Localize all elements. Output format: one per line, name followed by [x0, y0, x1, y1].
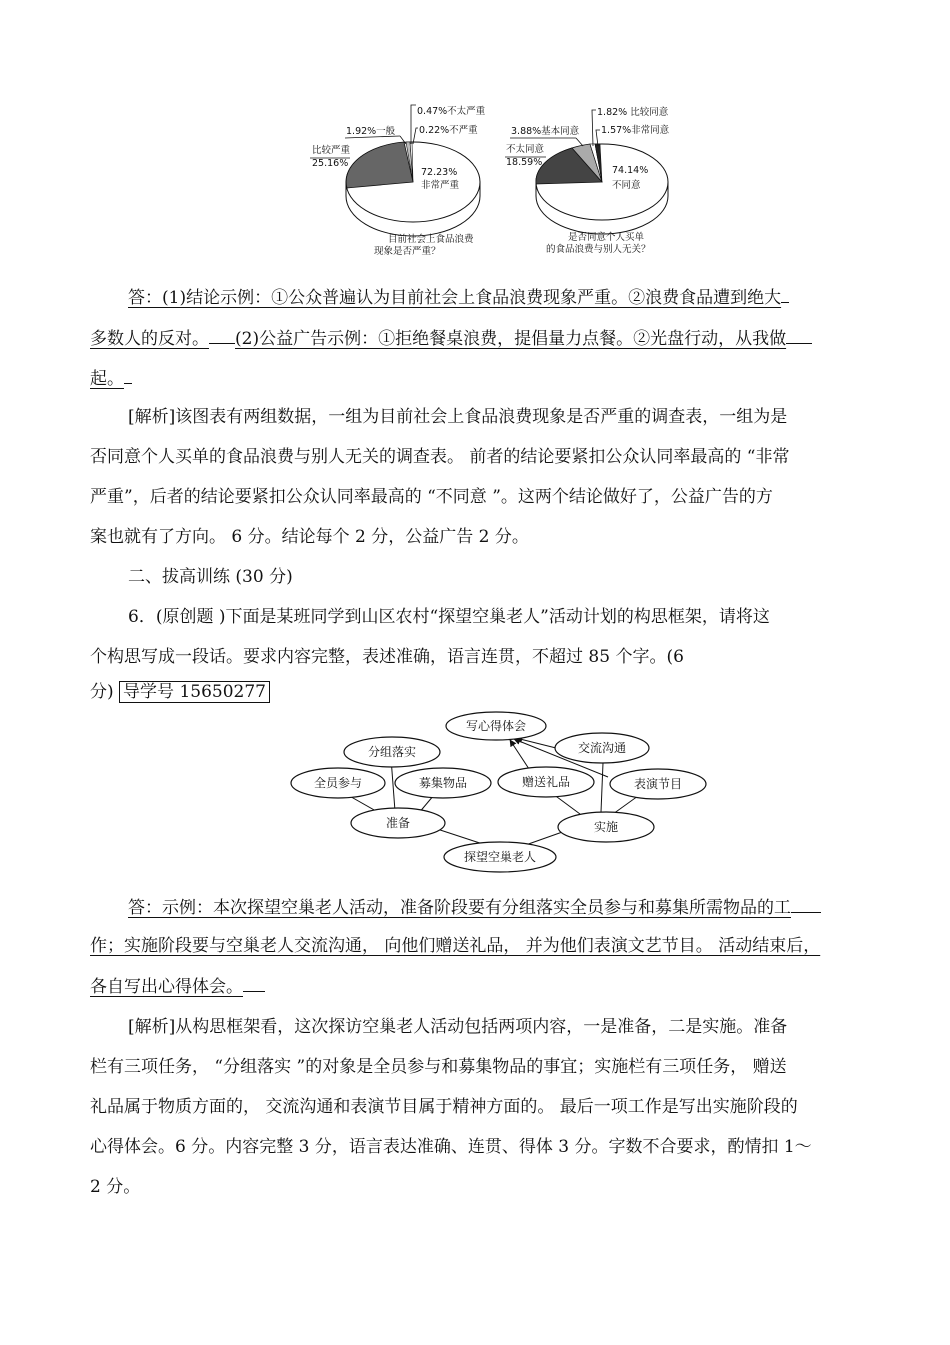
analysis2-line2: 栏有三项任务， “分组落实 ”的对象是全员参与和募集物品的事宜；实施栏有三项任务， 赠送 [90, 1057, 787, 1077]
node-zengsong [498, 767, 594, 797]
answer1-line1: 答：(1)结论示例：①公众普遍认为目前社会上食品浪费现象严重。②浪费食品遭到绝大 [128, 286, 789, 309]
pie1-caption-line2: 现象是否严重？ [374, 246, 441, 257]
node-zhunbei [351, 808, 445, 838]
node-jiaoliu-label: 交流沟通 [577, 741, 627, 755]
pie-chart-food-waste-severity [310, 105, 486, 257]
pie-charts-figure [300, 100, 700, 265]
node-tanwang [444, 842, 556, 872]
pie1-leader-a [411, 105, 416, 144]
node-biaoyan [610, 769, 706, 799]
pie2-label-d2: 18.59% [506, 157, 543, 168]
analysis2-line1: [解析]从构思框架看，这次探访空巢老人活动包括两项内容，一是准备，二是实施。准备 [128, 1017, 788, 1037]
answer1-line3: 起。 [90, 367, 132, 390]
link-shishi-biaoyan [613, 796, 638, 814]
pie2-caption-line2: 的食品浪费与别人无关？ [546, 244, 651, 255]
pie1-label-a: 0.47%不太严重 [417, 106, 486, 117]
q6-line3: 分) 导学号 15650277 [90, 681, 270, 703]
pie1-slice-bijiao [346, 142, 413, 188]
node-xinde [446, 712, 546, 740]
pie2-label-a: 1.82% 比较同意 [597, 107, 669, 118]
pie1-label-e2: 非常严重 [421, 180, 460, 191]
node-muji-label: 募集物品 [418, 776, 468, 790]
node-fenzu [344, 737, 440, 767]
pie2-caption-line1: 是否同意个人买单 [568, 232, 645, 243]
pie1-label-d1: 比较严重 [312, 145, 351, 156]
answer2-line3: 各自写出心得体会。 [90, 975, 265, 998]
node-quanyuan [291, 768, 385, 798]
node-tanwang-label: 探望空巢老人 [463, 850, 537, 864]
analysis1-line2: 否同意个人买单的食品浪费与别人无关的调查表。 前者的结论要紧扣公众认同率最高的 “非常 [90, 447, 790, 467]
link-shishi-jiaoliu [601, 763, 603, 812]
analysis2-line3: 礼品属于物质方面的， 交流沟通和表演节目属于精神方面的。 最后一项工作是写出实施阶段的 [90, 1097, 798, 1117]
analysis1-line3: 严重”，后者的结论要紧扣公众认同率最高的 “不同意 ”。这两个结论做好了，公益广告的方 [90, 487, 773, 507]
node-shishi-label: 实施 [593, 820, 619, 834]
answer1-line2: 多数人的反对。 (2)公益广告示例：①拒绝餐桌浪费，提倡量力点餐。②光盘行动，从我做 [90, 327, 812, 350]
node-fenzu-label: 分组落实 [367, 745, 417, 759]
pie2-leader-a [592, 110, 596, 146]
node-jiaoliu [555, 733, 649, 763]
node-zhunbei-label: 准备 [385, 816, 411, 830]
pie2-label-e2: 不同意 [612, 180, 641, 191]
node-muji [395, 768, 491, 798]
node-zengsong-label: 赠送礼品 [521, 775, 571, 789]
pie2-leader-b [576, 138, 583, 146]
analysis1-line4: 案也就有了方向。 6 分。结论每个 2 分，公益广告 2 分。 [90, 527, 529, 547]
pie2-label-d1: 不太同意 [506, 144, 545, 155]
node-biaoyan-label: 表演节目 [633, 777, 683, 791]
pie-chart-personal-waste-opinion [505, 106, 670, 255]
node-xinde-label: 写心得体会 [465, 719, 527, 733]
pie2-label-b: 3.88%基本同意 [511, 126, 580, 137]
answer2-line2: 作；实施阶段要与空巢老人交流沟通， 向他们赠送礼品， 并为他们表演文艺节目。 活动结束后， [90, 936, 821, 956]
node-quanyuan-label: 全员参与 [313, 776, 363, 790]
pie1-label-c: 0.22%不严重 [419, 125, 478, 136]
node-shishi [558, 812, 654, 842]
pie2-label-c: 1.57%非常同意 [601, 125, 670, 136]
analysis2-line4: 心得体会。6 分。内容完整 3 分，语言表达准确、连贯、得体 3 分。字数不合要求，酌情扣 1～ [90, 1137, 812, 1157]
pie1-label-b: 1.92%一般 [346, 126, 396, 137]
concept-diagram [288, 708, 718, 873]
answer2-line1: 答：示例：本次探望空巢老人活动，准备阶段要有分组落实全员参与和募集所需物品的工 [128, 896, 821, 919]
q6-line2: 个构思写成一段话。要求内容完整，表述准确，语言连贯，不超过 85 个字。(6 [90, 647, 684, 667]
pie1-caption-line1: 目前社会上食品浪费 [388, 234, 474, 245]
study-guide-number-box: 导学号 15650277 [119, 681, 270, 703]
analysis2-line5: 2 分。 [90, 1177, 141, 1197]
section2-title: 二、拔高训练 (30 分) [128, 567, 293, 587]
pie1-label-d2: 25.16% [312, 158, 349, 169]
analysis1-line1: [解析]该图表有两组数据，一组为目前社会上食品浪费现象是否严重的调查表，一组为是 [128, 407, 788, 427]
pie1-label-e1: 72.23% [421, 167, 458, 178]
pie2-label-e1: 74.14% [612, 165, 649, 176]
q6-line1: 6．(原创题 )下面是某班同学到山区农村“探望空巢老人”活动计划的构思框架，请将这 [128, 607, 770, 627]
